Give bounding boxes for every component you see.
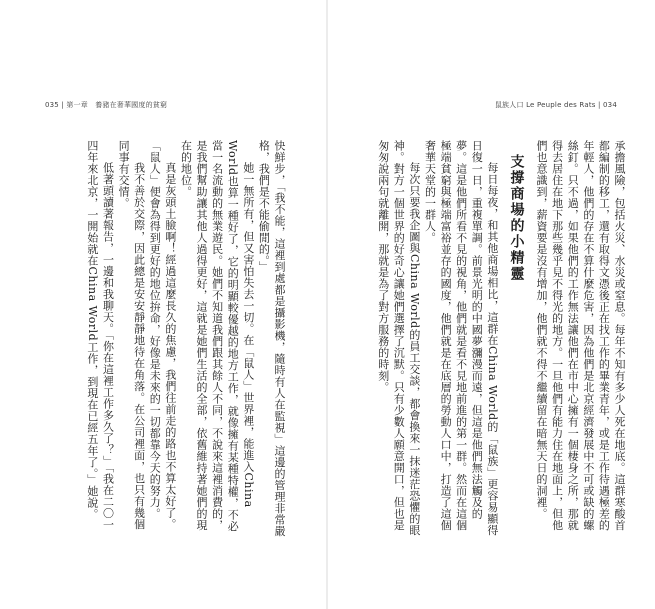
left-page: [0, 0, 327, 609]
right-text-column: [365, 140, 627, 540]
paragraph: 每次只要我企圖與China World的員工交談，都會換來一抹迷茫恐懼的眼神。對方一個世界的好奇心讓她們選擇了沉默。只有少數人願意開口，但也是匆匆說兩句就離開，那就是為了對方服務的時刻。: [376, 140, 421, 536]
section-heading: 支撐商場的小精靈: [508, 154, 525, 282]
right-running-head: 鼠族人口 Le Peuple des Rats | 034: [494, 101, 617, 109]
right-page: [328, 0, 655, 609]
paragraph: 她一無所有，但又害怕失去一切。在「鼠人」世界裡，能進入China World也算一種好了，它的明顯較優越的地方工作，就像擁有某種特權，不必當一名流動的無業遊民。她們不知道我們跟其餘人不同，不說來這裡消費的，是我們幫助讓其他人過得更好，這就是她們生活的全部，依舊維持著她們的現在的地位。: [179, 140, 255, 532]
paragraph: 快鮮步，「我不能，這裡到處都是攝影機，隨時有人在監視」這邊的管理非常嚴格，我們是不能偷閒的。」: [257, 140, 286, 537]
paragraph: 真是灰頭土臉啊！經過這麼長久的焦慮，我們往前走的路也不算太好了。「鼠人」便會為得到更好的地位拚命，好像是未來的一切都靠今天的努力。: [148, 140, 177, 530]
paragraph: 承擔風險，包括火災、水災或窒息。每年不知有多少人死在地底。這群寒酸首都編制的移工，還有取得文憑後正在找工作的畢業青年，或是工作待遇極差的年輕人，他們的存在不算什麼危害，因為他們是北京經濟發展中不可或缺的螺絲釘。只不過，如果他們的工作無法讓他們在市中心擁有一個棲身之所，那就得去居住在地下那些幾乎見不得光的地方。一旦他們有能力住在地面上，但他們也意識到，薪資要是沒有增加，他們就不得不繼續留在暗無天日的洞裡。: [535, 140, 626, 531]
left-text-column: [37, 140, 287, 540]
paragraph: 低著頭讀著報告，一邊和我聊天。「你在這裡工作多久了？」「我在二〇一四年來北京，一開始就在China World工作，到現在已經五年了。」她說。: [85, 140, 115, 531]
paragraph: 每日每夜，和其他商場相比，這群在China World的「鼠族」更容易顯得日復一日，重複單調。前景光明的中國夢瀰漫而遠，但這是他們無法觸及的夢。這是他們所看不見的視角，他們就是看不見地前進的第一群。然而在這個極端貧窮與極端富裕並存的國度，他們就是在底層的勞動人口中，打造了這個奢華天堂的一群人。: [423, 140, 499, 536]
left-running-head: 035 | 第一章 養豬在奢華國度的貧窮: [45, 101, 168, 109]
paragraph: 我不善於交際，因此總是安安靜靜地待在角落。在公司裡面，也只有幾個同事有交情。: [117, 140, 146, 530]
